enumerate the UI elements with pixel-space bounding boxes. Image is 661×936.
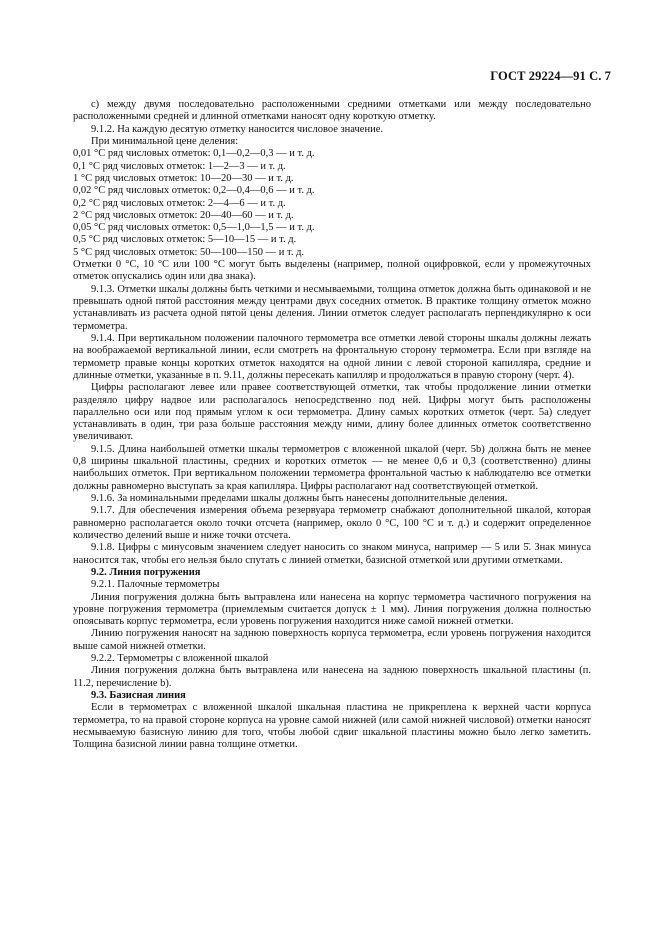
paragraph: 1 °С ряд числовых отметок: 10—20—30 — и т. д. (73, 172, 294, 184)
paragraph: 0,2 °С ряд числовых отметок: 2—4—6 — и т. д. (73, 197, 286, 209)
paragraph: 9.1.5. Длина наибольшей отметки шкалы термометров с вложенной шкалой (черт. 5b) должна быть не менее 0,8 ширины шкальной пластины, средних и коротких отметок — не менее 0,6 и 0,3 (соответственно) длины наибольших отметок. При вертикальном положении термометра фронтальной частью к наблюдателю все отметки должны равномерно выступать за края капилляра. Цифры располагают над соответствующей отметкой. (73, 443, 591, 492)
paragraph: 9.2.1. Палочные термометры (91, 579, 220, 591)
paragraph: Отметки 0 °С, 10 °С или 100 °С могут быть выделены (например, полной оцифровкой, если у промежуточных отметок опускались один или два знака). (73, 259, 591, 283)
paragraph: 9.1.8. Цифры с минусовым значением следует наносить со знаком минуса, например — 5 или 5̄. Знак минуса наносится так, чтобы его нельзя было спутать с линией отметки, базисной отметкой или другими отметками. (73, 542, 591, 566)
paragraph: 0,01 °С ряд числовых отметок: 0,1—0,2—0,3 — и т. д. (73, 148, 315, 160)
paragraph: Цифры располагают левее или правее соответствующей отметки, так чтобы продолжение линии отметки разделяло цифру надвое или располагалось непосредственно под ней. Цифры могут быть расположены параллельно оси или под прямым углом к оси термометра. Длину самых коротких отметок (черт. 5а) следует устанавливать в один, три раза больше расстояния между ними, длину более длинных отметок соответственно увеличивают. (73, 382, 591, 443)
paragraph: 9.1.2. На каждую десятую отметку наносится числовое значение. (91, 123, 383, 135)
page-header: ГОСТ 29224—91 С. 7 (490, 69, 611, 83)
paragraph: 5 °С ряд числовых отметок: 50—100—150 — и т. д. (73, 246, 305, 258)
paragraph: 9.1.4. При вертикальном положении палочного термометра все отметки левой стороны шкалы должны лежать на воображаемой вертикальной линии, если смотреть на фронтальную сторону термометра. Если при взгляде на термометр правые концы коротких отметок находятся на одной линии с левой стороной капилляра, средние и длинные отметки, указанные в п. 9.11, должны пересекать капилляр и продолжаться в правую сторону (черт. 4). (73, 332, 591, 381)
paragraph: 9.2.2. Термометры с вложенной шкалой (91, 653, 269, 665)
paragraph: 0,05 °С ряд числовых отметок: 0,5—1,0—1,5 — и т. д. (73, 222, 315, 234)
document-body (73, 99, 591, 752)
paragraph: с) между двумя последовательно расположенными средними отметками или между последовательно расположенными средней и длинной отметками наносят одну короткую отметку. (73, 99, 591, 123)
paragraph: 9.1.3. Отметки шкалы должны быть четкими и несмываемыми, толщина отметок должна быть одинаковой и не превышать одной пятой расстояния между центрами двух соседних отметок. В практике толщину отметок можно устанавливать из расчета одной пятой цены деления. Линии отметок следует располагать перпендикулярно к оси термометра. (73, 283, 591, 332)
section-heading: 9.2. Линия погружения (91, 566, 201, 578)
paragraph: 0,1 °С ряд числовых отметок: 1—2—3 — и т. д. (73, 160, 286, 172)
section-heading: 9.3. Базисная линия (91, 690, 186, 701)
paragraph: Если в термометрах с вложенной шкалой шкальная пластина не прикреплена к верхней части корпуса термометра, то на правой стороне корпуса на уровне самой нижней (или самой нижней числовой) отметки наносят несмываемую базисную линию для того, чтобы любой сдвиг шкальной пластины можно было легко заметить. Толщина базисной линии равна толщине отметки. (73, 702, 591, 751)
paragraph: 9.1.6. За номинальными пределами шкалы должны быть нанесены дополнительные деления. (91, 493, 508, 504)
paragraph: 2 °С ряд числовых отметок: 20—40—60 — и т. д. (73, 209, 294, 221)
paragraph: Линия погружения должна быть вытравлена или нанесена на заднюю поверхность шкальной пластины (п. 11.2, перечисление b). (73, 665, 591, 689)
paragraph: Линия погружения должна быть вытравлена или нанесена на корпус термометра частичного погружения на уровне погружения термометра (приемлемым считается допуск ± 1 мм). Линия погружения должна полностью опоясывать корпус термометра, если уровень погружения находится ниже самой нижней отметки. (73, 591, 591, 628)
paragraph: 0,02 °С ряд числовых отметок: 0,2—0,4—0,6 — и т. д. (73, 185, 315, 197)
paragraph: 0,5 °С ряд числовых отметок: 5—10—15 — и т. д. (73, 234, 297, 246)
paragraph: 9.1.7. Для обеспечения измерения объема резервуара термометр снабжают дополнительной шкалой, которая равномерно располагается около точки отсчета (например, около 0 °С, 100 °С и т. д.) и содержит определенное количество делений выше и ниже точки отсчета. (73, 505, 591, 541)
paragraph: Линию погружения наносят на заднюю поверхность корпуса термометра, если уровень погружения находится выше самой нижней отметки. (73, 628, 591, 652)
paragraph: При минимальной цене деления: (91, 135, 239, 147)
